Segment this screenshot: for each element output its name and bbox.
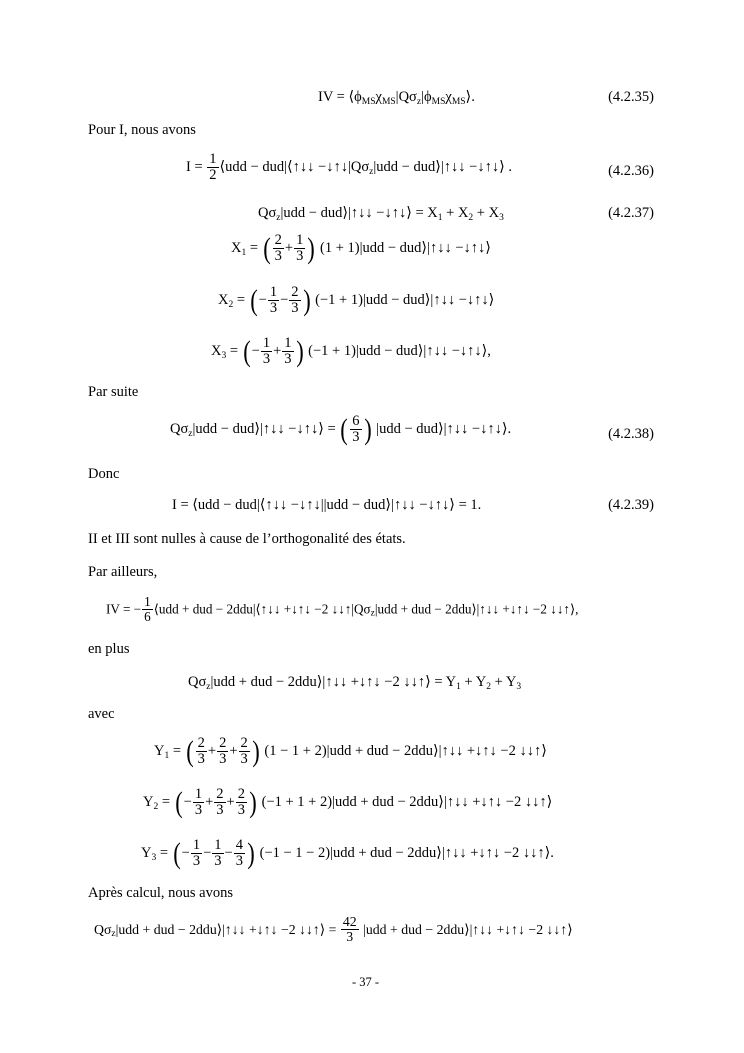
paragraph-par-suite: Par suite [88, 384, 139, 400]
equation-y2: $Y_2$ = (− $\frac{1}{3}$ + $\frac{2}{3}$ + $\frac{2}{3}$ ) (−1 + 1 + 2)|udd + dud − 2ddu⟩|↑↓↓ +↓↑↓ −2 ↓↓↑⟩ [143, 785, 553, 819]
page-number: - 37 - [352, 975, 380, 989]
equation-number-4-2-39: (4.2.39) [608, 497, 654, 513]
equation-4-2-37: $Q\sigma_z|udd$ − dud⟩|↑↓↓ −↓↑↓⟩ = $X_1 + X_2 + X_3$ [258, 205, 504, 223]
equation-x2: $X_2$ = (− $\frac{1}{3}$ − $\frac{2}{3}$ ) (−1 + 1)|udd − dud⟩|↑↓↓ −↓↑↓⟩ [218, 283, 495, 317]
paragraph-donc: Donc [88, 466, 120, 482]
equation-y1: $Y_1$ = ( $\frac{2}{3}$ + $\frac{2}{3}$ + $\frac{2}{3}$ ) (1 − 1 + 2)|udd + dud − 2ddu⟩|↑↓↓ +↓↑↓ −2 ↓↓↑⟩ [154, 734, 547, 768]
equation-number-4-2-36: (4.2.36) [608, 163, 654, 179]
paragraph-ii-iii: II et III sont nulles à cause de l’orthogonalité des états. [88, 531, 406, 547]
equation-4-2-36: I = $\frac{1}{2}$ ⟨udd − dud|⟨↑↓↓ $-↓↑↓|Q\sigma_z|udd$ − dud⟩|↑↓↓ −↓↑↓⟩ . [186, 151, 512, 184]
equation-number-4-2-38: (4.2.38) [608, 426, 654, 442]
equation-4-2-38: $Q\sigma_z|udd$ − dud⟩|↑↓↓ −↓↑↓⟩ = ( $\frac{6}{3}$ ) |udd − dud⟩|↑↓↓ −↓↑↓⟩. [170, 412, 512, 446]
equation-final: $Q\sigma_z|udd$ + dud − 2ddu⟩|↑↓↓ +↓↑↓ −2 ↓↓↑⟩ = $\frac{42}{3}$ |udd + dud − 2ddu⟩|↑↓↓ +↓↑↓ −2 ↓↓↑⟩ [94, 914, 573, 945]
paragraph-pour-i: Pour I, nous avons [88, 122, 196, 138]
equation-x3: $X_3$ = (− $\frac{1}{3}$ + $\frac{1}{3}$ ) (−1 + 1)|udd − dud⟩|↑↓↓ −↓↑↓⟩, [211, 334, 491, 368]
equation-qsz-y: $Q\sigma_z|udd$ + dud − 2ddu⟩|↑↓↓ +↓↑↓ −2 ↓↓↑⟩ = $Y_1 + Y_2 + Y_3$ [188, 674, 522, 692]
equation-number-4-2-35: (4.2.35) [608, 89, 654, 105]
equation-4-2-39: I = ⟨udd − dud|⟨↑↓↓ −↓↑↓||udd − dud⟩|↑↓↓ −↓↑↓⟩ = 1. [172, 497, 482, 513]
equation-iv: IV = − $\frac{1}{6}$ ⟨udd + dud − 2ddu|⟨↑↓↓ +↓↑↓ −2 $↓↓↑|Q\sigma_z|udd$ + dud − 2ddu⟩|↑↓↓ +↓↑↓ −2 ↓↓↑⟩, [106, 594, 579, 624]
paragraph-apres-calcul: Après calcul, nous avons [88, 885, 233, 901]
equation-y3: $Y_3$ = (− $\frac{1}{3}$ − $\frac{1}{3}$ − $\frac{4}{3}$ ) (−1 − 1 − 2)|udd + dud − 2ddu⟩|↑↓↓ +↓↑↓ −2 ↓↓↑⟩. [141, 836, 554, 870]
fraction: $\frac{1}{2}$ [209, 151, 217, 184]
equation-number-4-2-37: (4.2.37) [608, 205, 654, 221]
paragraph-en-plus: en plus [88, 641, 130, 657]
paragraph-avec: avec [88, 706, 115, 722]
paragraph-par-ailleurs: Par ailleurs, [88, 564, 158, 580]
equation-4-2-35: IV = $⟨\phi_{MS}\chi_{MS}|Q\sigma_z|\phi_{MS}\chi_{MS}⟩$. [318, 89, 475, 107]
equation-x1: $X_1$ = ( $\frac{2}{3}$ + $\frac{1}{3}$ ) (1 + 1)|udd − dud⟩|↑↓↓ −↓↑↓⟩ [231, 231, 491, 265]
